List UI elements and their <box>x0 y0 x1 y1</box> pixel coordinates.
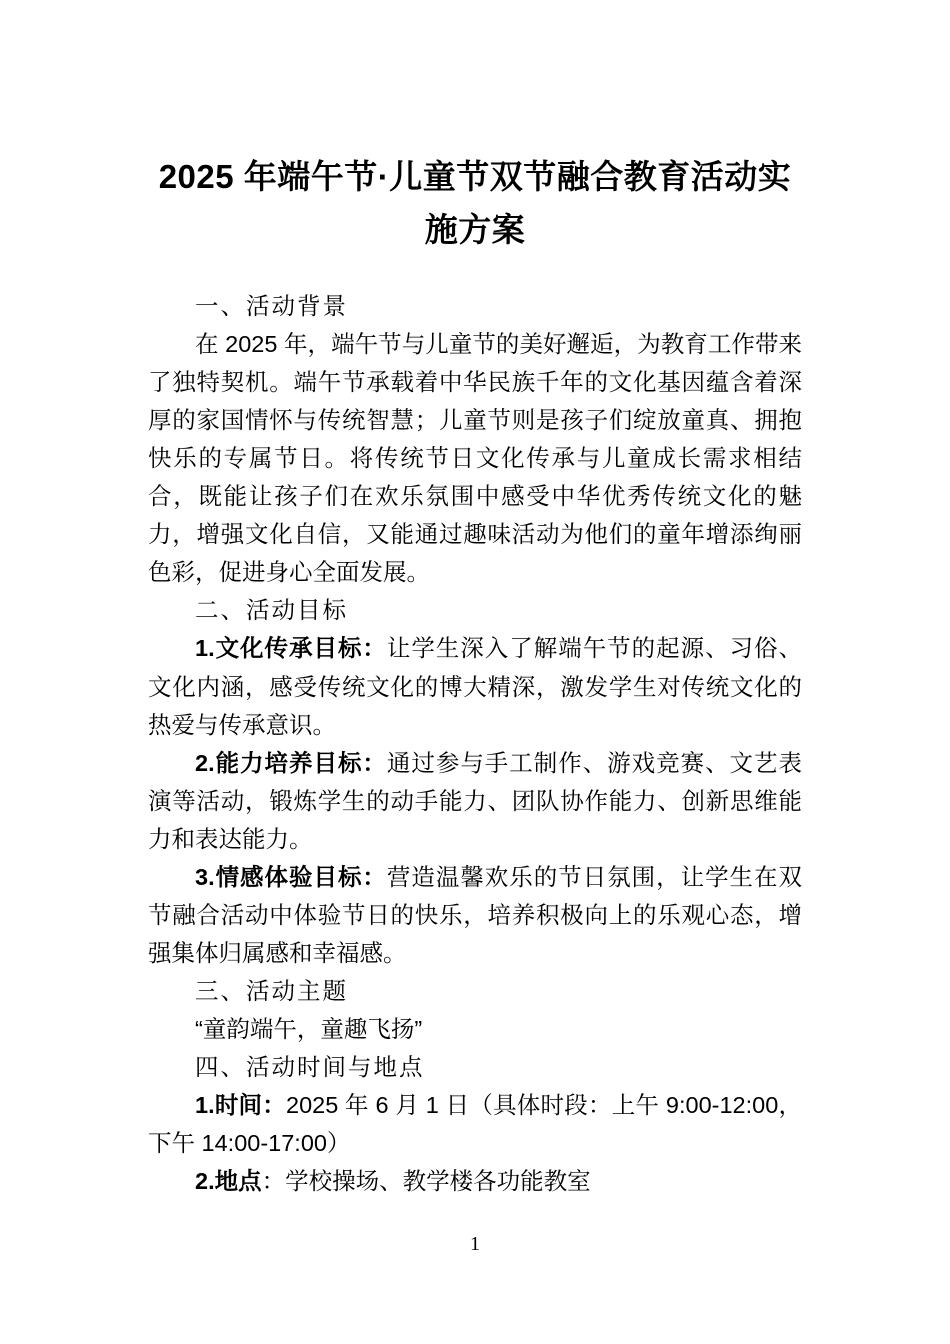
objective-item-1 <box>148 629 802 743</box>
objective-item-3-label: 3.情感体验目标： <box>195 863 387 890</box>
time-item-label: 1.时间： <box>195 1092 286 1119</box>
objective-item-2-text: 通过参与手工制作、游戏竞赛、文艺表演等活动，锻炼学生的动手能力、团队协作能力、创新思维能力和表达能力。 <box>148 749 802 852</box>
place-item-label: 2.地点 <box>195 1168 262 1195</box>
paragraph-background: 在 2025 年，端午节与儿童节的美好邂逅，为教育工作带来了独特契机。端午节承载着中华民族千年的文化基因蕴含着深厚的家国情怀与传统智慧；儿童节则是孩子们绽放童真、拥抱快乐的专属节日。将传统节日文化传承与儿童成长需求相结合，既能让孩子们在欢乐氛围中感受中华优秀传统文化的魅力，增强文化自信，又能通过趣味活动为他们的童年增添绚丽色彩，促进身心全面发展。 <box>148 330 802 586</box>
document-body <box>148 287 802 1201</box>
place-item-text: ：学校操场、教学楼各功能教室 <box>261 1168 591 1195</box>
time-item-text: 2025 年 6 月 1 日（具体时段：上午 9:00-12:00，下午 14:00-17:00） <box>148 1092 802 1157</box>
page-number: 1 <box>470 1233 480 1255</box>
section-heading-background: 一、活动背景 <box>195 292 348 319</box>
objective-item-2 <box>148 744 802 858</box>
section-heading-time-place: 四、活动时间与地点 <box>195 1054 425 1081</box>
section-heading-theme: 三、活动主题 <box>195 978 348 1005</box>
page-title: 2025 年端午节·儿童节双节融合教育活动实施方案 <box>158 158 792 249</box>
place-item <box>148 1162 802 1200</box>
section-heading-objectives: 二、活动目标 <box>195 597 348 624</box>
objective-item-2-label: 2.能力培养目标： <box>195 749 387 776</box>
paragraph-theme: “童韵端午，童趣飞扬” <box>195 1016 423 1043</box>
objective-item-3-text: 营造温馨欢乐的节日氛围，让学生在双节融合活动中体验节日的快乐，培养积极向上的乐观心态，增强集体归属感和幸福感。 <box>148 863 802 966</box>
objective-item-1-label: 1.文化传承目标： <box>195 635 387 662</box>
objective-item-1-text: 让学生深入了解端午节的起源、习俗、文化内涵，感受传统文化的博大精深，激发学生对传统文化的热爱与传承意识。 <box>148 635 802 738</box>
time-item <box>148 1086 802 1162</box>
objective-item-3 <box>148 858 802 972</box>
